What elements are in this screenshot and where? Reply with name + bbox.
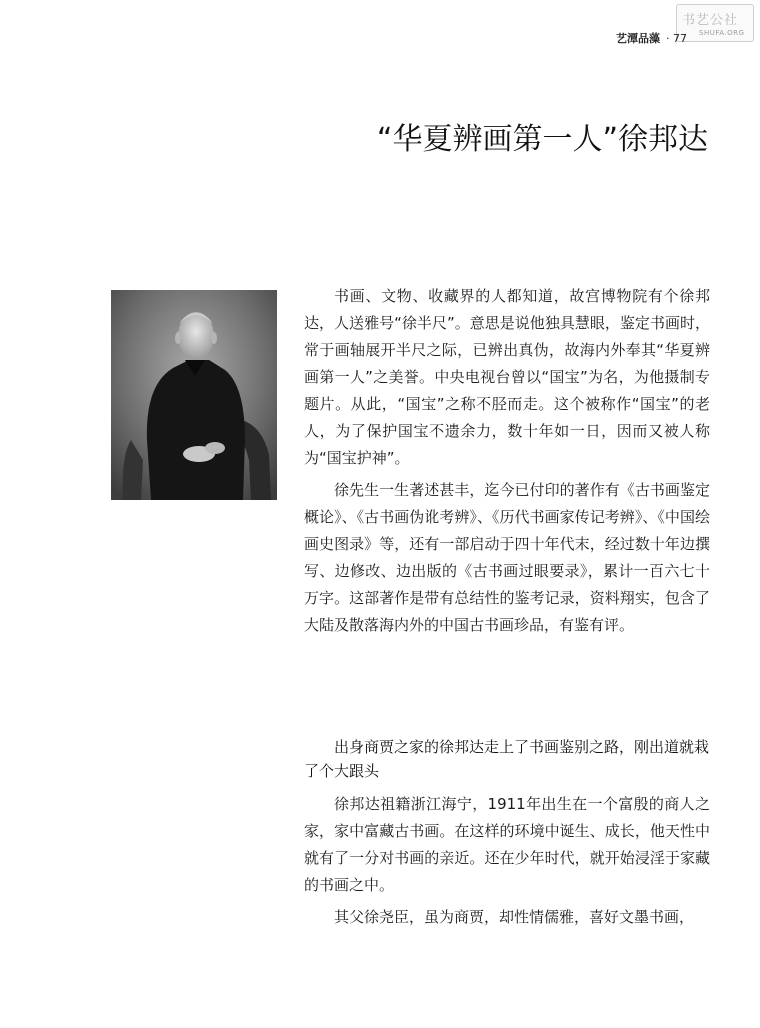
paragraph: 书画、文物、收藏界的人都知道，故宫博物院有个徐邦达，人送雅号“徐半尺”。意思是说他独具慧眼，鉴定书画时，常于画轴展开半尺之际，已辨出真伪，故海内外奉其“华夏辨画第一人”之美誉。中央电视台曾以“国宝”为名，为他摄制专题片。从此，“国宝”之称不胫而走。这个被称作“国宝”的老人，为了保护国宝不遗余力，数十年如一日，因而又被人称为“国宝护神”。 bbox=[304, 287, 710, 467]
article-body-section-2 bbox=[304, 791, 710, 931]
paragraph: 徐邦达祖籍浙江海宁，1911年出生在一个富殷的商人之家，家中富藏古书画。在这样的环境中诞生、成长，他天性中就有了一分对书画的亲近。还在少年时代，就开始浸淫于家藏的书画之中。 bbox=[304, 795, 710, 894]
portrait-photo bbox=[111, 290, 277, 500]
paragraph: 其父徐尧臣，虽为商贾，却性情儒雅，喜好文墨书画， bbox=[334, 908, 695, 926]
portrait-photo-image bbox=[111, 290, 277, 500]
site-watermark-logo bbox=[676, 4, 754, 42]
running-header bbox=[616, 30, 687, 46]
page-number: · 77 bbox=[666, 32, 687, 45]
section-subheading: 出身商贾之家的徐邦达走上了书画鉴别之路，刚出道就栽了个大跟头 bbox=[304, 738, 710, 780]
article-title: “华夏辨画第一人”徐邦达 bbox=[376, 122, 708, 157]
section-name: 艺潭品藻 bbox=[616, 32, 660, 45]
article-body-section-1 bbox=[304, 283, 710, 639]
paragraph: 徐先生一生著述甚丰，迄今已付印的著作有《古书画鉴定概论》、《古书画伪讹考辨》、《历代书画家传记考辨》、《中国绘画史图录》等，还有一部启动于四十年代末，经过数十年边撰写、边修改、边出版的《古书画过眼要录》，累计一百六七十万字。这部著作是带有总结性的鉴考记录，资料翔实，包含了大陆及散落海内外的中国古书画珍品，有鉴有评。 bbox=[304, 481, 710, 634]
watermark-url: SHUFA.ORG bbox=[699, 29, 745, 37]
watermark-seal-text: 书艺公社 bbox=[682, 13, 739, 28]
